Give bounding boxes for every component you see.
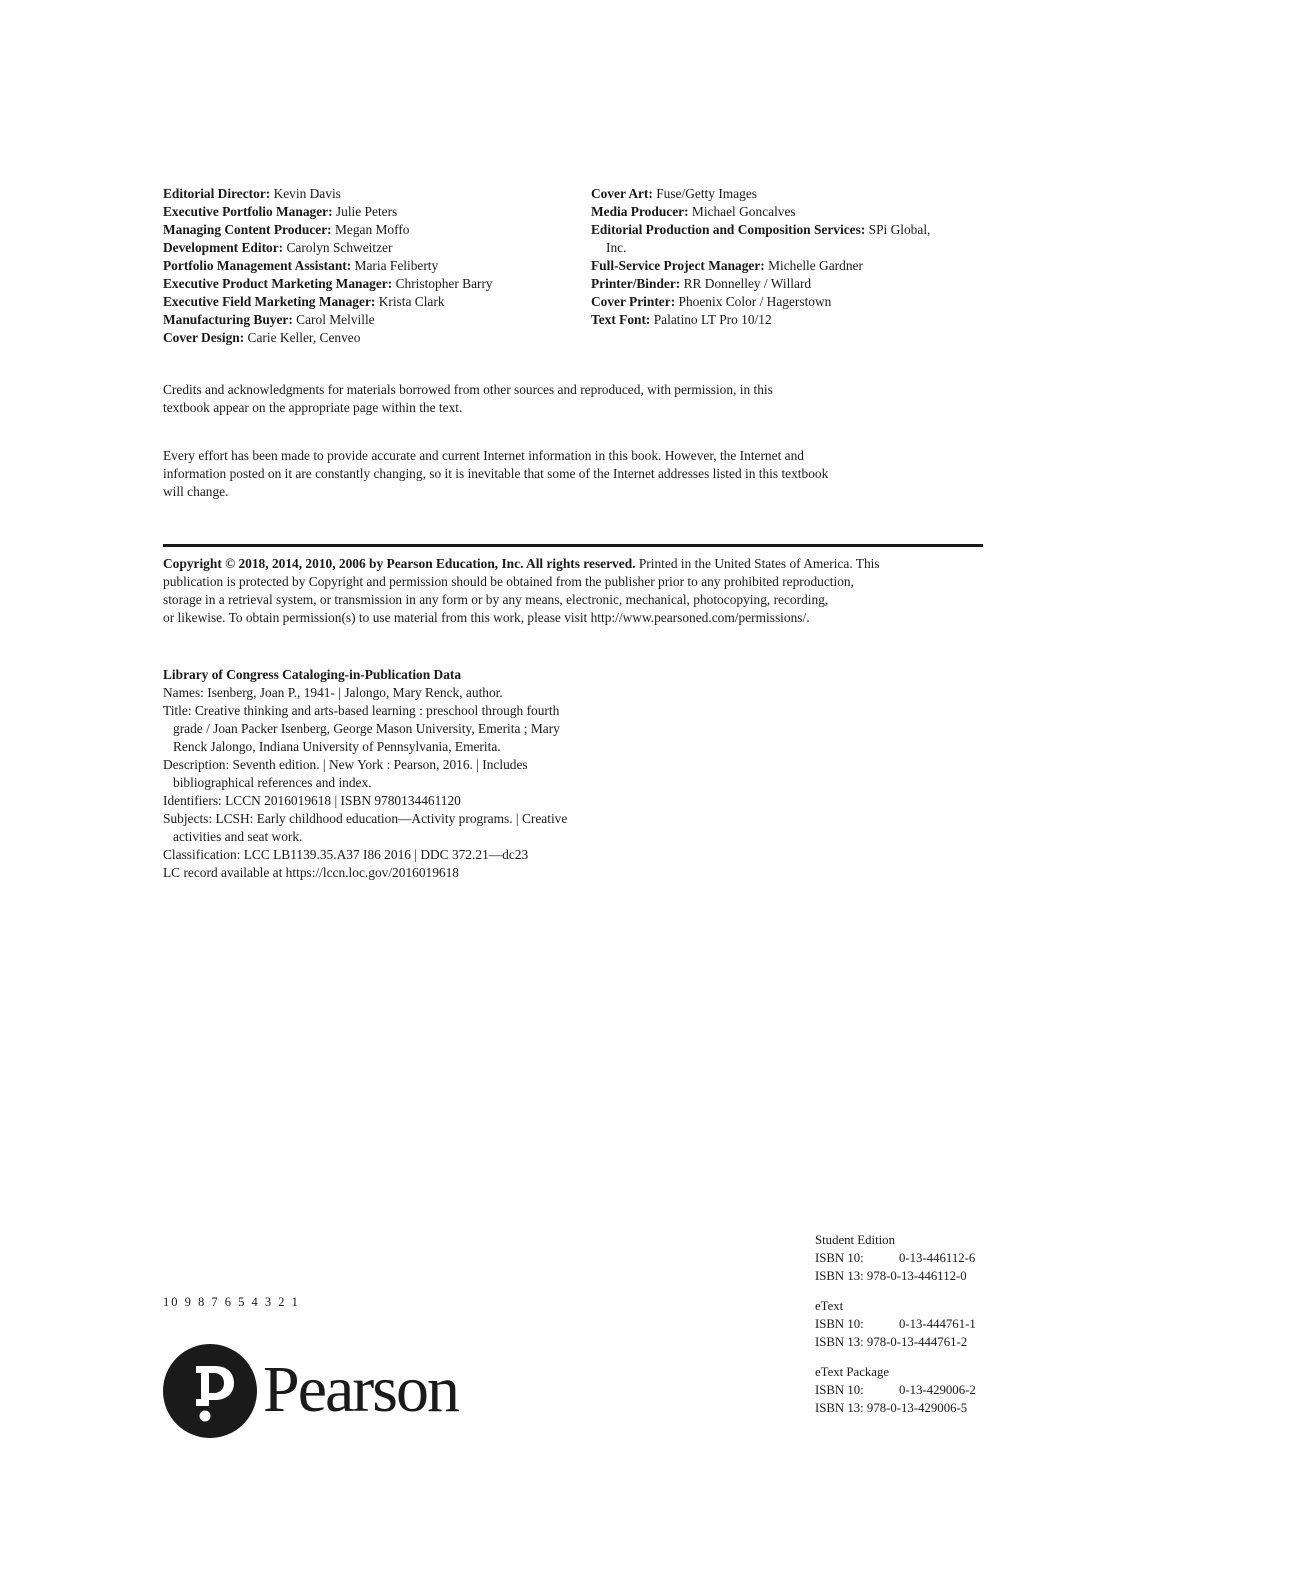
cip-classification: Classification: LCC LB1139.35.A37 I86 2016 | DDC 372.21—dc23 [163,847,529,862]
text-line: publication is protected by Copyright and permission should be obtained from the publisher prior to any prohibited reproduction, [163,574,854,589]
credit-name: Fuse/Getty Images [652,186,757,201]
isbn-group [815,1231,1015,1285]
section-divider [163,544,983,547]
credit-line [591,257,1011,275]
text-line [163,555,983,573]
credit-name: Carol Melville [292,312,375,327]
cip-title-line: Title: Creative thinking and arts-based learning : preschool through fourth [163,703,560,718]
isbn-label: ISBN 10: [815,1383,864,1397]
pearson-logo [163,1344,493,1439]
credit-name: Carie Keller, Cenveo [244,330,361,345]
isbn-value: 978-0-13-446112-0 [866,1269,967,1283]
cip-description-line: Description: Seventh edition. | New York : Pearson, 2016. | Includes [163,757,528,772]
cip-title [163,702,643,756]
cip-lc-record: LC record available at https://lccn.loc.gov/2016019618 [163,865,460,880]
isbn-label: ISBN 13: [815,1335,864,1349]
isbn-13-row [815,1333,1015,1351]
edition-label: Student Edition [815,1233,895,1247]
cip-names: Names: Isenberg, Joan P., 1941- | Jalongo, Mary Renck, author. [163,685,503,700]
isbn-10-row [815,1249,1015,1267]
credit-line [163,311,583,329]
isbn-value: 978-0-13-429006-5 [866,1401,968,1415]
isbn-10-row [815,1315,1015,1333]
credit-role: Editorial Director: [163,186,271,201]
edition-label: eText [815,1299,844,1313]
edition-label: eText Package [815,1365,890,1379]
cip-subjects-line: Subjects: LCSH: Early childhood education—Activity programs. | Creative [163,811,568,826]
credit-line [591,275,1011,293]
credit-name: Palatino LT Pro 10/12 [650,312,772,327]
pearson-wordmark: Pearson [263,1353,458,1426]
credit-name: RR Donnelley / Willard [680,276,812,291]
isbn-label: ISBN 10: [815,1251,864,1265]
cip-subjects [163,810,643,846]
text-line: Every effort has been made to provide accurate and current Internet information in this book. However, the Internet and [163,448,804,463]
credit-line [163,185,583,203]
credit-line [163,293,583,311]
credit-line [163,329,583,347]
credit-line [163,239,583,257]
credit-role: Text Font: [591,312,651,327]
isbn-value: 0-13-429006-2 [899,1383,976,1397]
credit-line [163,257,583,275]
cip-identifiers: Identifiers: LCCN 2016019618 | ISBN 9780134461120 [163,793,461,808]
isbn-group [815,1363,1015,1417]
isbn-group [815,1297,1015,1351]
credit-role: Printer/Binder: [591,276,681,291]
isbn-value: 0-13-444761-1 [899,1317,976,1331]
credit-role: Media Producer: [591,204,689,219]
isbn-10-row [815,1381,1015,1399]
isbn-13-row [815,1399,1015,1417]
text-line: textbook appear on the appropriate page within the text. [163,400,463,415]
credit-name: Maria Feliberty [351,258,439,273]
credit-role: Executive Field Marketing Manager: [163,294,376,309]
credit-name: Megan Moffo [331,222,410,237]
credit-role: Cover Printer: [591,294,676,309]
pearson-p-logo-icon [163,1344,257,1438]
credit-line [163,221,583,239]
isbn-label: ISBN 10: [815,1317,864,1331]
credit-role: Manufacturing Buyer: [163,312,293,327]
copyright-statement: Copyright © 2018, 2014, 2010, 2006 by Pearson Education, Inc. All rights reserved. [163,556,636,571]
credit-role: Editorial Production and Composition Services: [591,222,866,237]
credit-line [591,311,1011,329]
credit-role: Portfolio Management Assistant: [163,258,352,273]
credit-line [591,203,1011,221]
credit-role: Cover Art: [591,186,653,201]
isbn-13-row [815,1267,1015,1285]
text-fragment: Printed in the United States of America. This [635,556,880,571]
cip-title-line: grade / Joan Packer Isenberg, George Mason University, Emerita ; Mary [173,721,560,736]
cip-description-line: bibliographical references and index. [173,775,372,790]
credits-left-column [163,185,583,347]
text-line: storage in a retrieval system, or transmission in any form or by any means, electronic, mechanical, photocopying, recording, [163,592,829,607]
credit-line [591,221,1011,257]
cip-data-block [163,666,643,882]
credit-role: Cover Design: [163,330,245,345]
credit-role: Executive Portfolio Manager: [163,204,333,219]
credit-role: Development Editor: [163,240,284,255]
credit-name: Michael Goncalves [688,204,796,219]
isbn-value: 978-0-13-444761-2 [866,1335,968,1349]
copyright-notice [163,555,983,627]
text-line: information posted on it are constantly changing, so it is inevitable that some of the Internet addresses listed in this textbook [163,466,829,481]
acknowledgments-paragraph [163,381,963,417]
credit-line [163,275,583,293]
isbn-label: ISBN 13: [815,1269,864,1283]
credit-name-continued: Inc. [606,240,627,255]
credit-role: Executive Product Marketing Manager: [163,276,393,291]
credit-role: Full-Service Project Manager: [591,258,765,273]
credit-name: Michelle Gardner [764,258,863,273]
credit-name: Phoenix Color / Hagerstown [675,294,832,309]
credit-name: Carolyn Schweitzer [283,240,393,255]
credit-role: Managing Content Producer: [163,222,332,237]
cip-heading [163,666,643,684]
credit-name: Christopher Barry [392,276,493,291]
cip-subjects-line: activities and seat work. [173,829,303,844]
cip-title-line: Renck Jalongo, Indiana University of Pennsylvania, Emerita. [173,739,501,754]
credit-name: Julie Peters [332,204,398,219]
credit-line [163,203,583,221]
credit-line [591,185,1011,203]
credit-line [591,293,1011,311]
credits-right-column [591,185,1011,329]
credit-name: Krista Clark [375,294,445,309]
isbn-value: 0-13-446112-6 [899,1251,976,1265]
text-line: or likewise. To obtain permission(s) to use material from this work, please visit http://www.pearsoned.com/permissions/. [163,610,810,625]
internet-notice-paragraph [163,447,963,501]
credit-name: Kevin Davis [270,186,341,201]
cip-heading-text: Library of Congress Cataloging-in-Publication Data [163,667,462,682]
isbn-label: ISBN 13: [815,1401,864,1415]
credit-name: SPi Global, [865,222,931,237]
printer-key-line: 10 9 8 7 6 5 4 3 2 1 [163,1295,300,1309]
text-line: will change. [163,484,229,499]
cip-description [163,756,643,792]
isbn-block [815,1231,1015,1429]
text-line: Credits and acknowledgments for materials borrowed from other sources and reproduced, with permission, in this [163,382,773,397]
